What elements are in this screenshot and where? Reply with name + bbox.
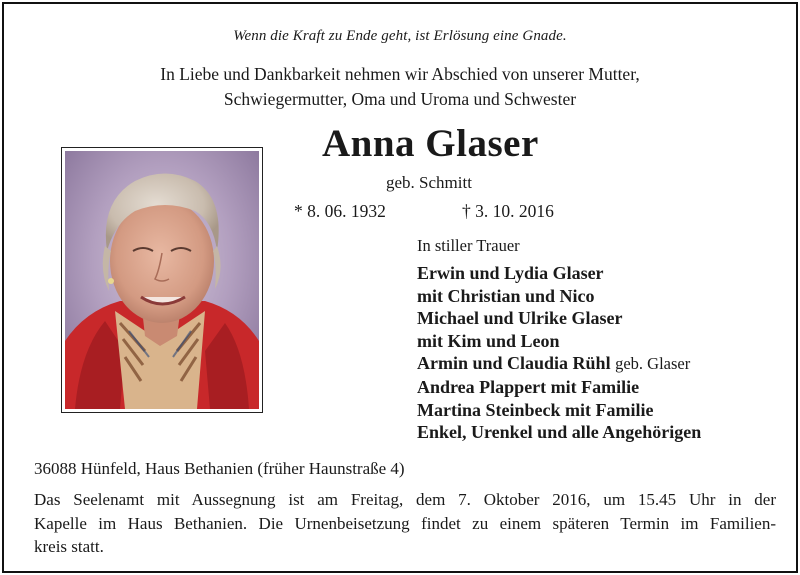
portrait-photo	[65, 151, 259, 409]
mourning-intro: In stiller Trauer	[417, 236, 520, 255]
address: 36088 Hünfeld, Haus Bethanien (früher Haunstraße 4)	[34, 459, 405, 478]
intro-line: Schwiegermutter, Oma und Uroma und Schwester	[223, 89, 577, 109]
mourner-line	[417, 307, 701, 330]
mourner-line	[417, 262, 701, 285]
deceased-name: Anna Glaser	[322, 122, 539, 165]
birth-date: * 8. 06. 1932	[294, 201, 386, 221]
mourner-name: Enkel, Urenkel und alle Angehörigen	[417, 422, 702, 443]
maiden-name: geb. Schmitt	[386, 173, 472, 192]
motto: Wenn die Kraft zu Ende geht, ist Erlösung eine Gnade.	[233, 28, 567, 44]
mourner-line	[417, 421, 701, 444]
mourner-line	[417, 376, 701, 399]
mourner-name: mit Kim und Leon	[417, 330, 560, 351]
mourner-line	[417, 285, 701, 308]
service-notice	[34, 488, 776, 559]
notice-line: kreis statt.	[34, 537, 104, 556]
intro-text	[4, 62, 796, 112]
mourner-name: Erwin und Lydia Glaser	[417, 263, 604, 283]
mourner-line	[417, 330, 701, 353]
mourner-name: Martina Steinbeck mit Familie	[417, 399, 654, 420]
notice-line: Das Seelenamt mit Aussegnung ist am Freitag, dem 7. Oktober 2016, um 15.45 Uhr in der	[34, 490, 776, 509]
mourner-name: Michael und Ulrike Glaser	[417, 308, 623, 329]
mourners-list	[417, 262, 701, 444]
death-date: † 3. 10. 2016	[462, 201, 554, 221]
mourner-suffix: geb. Glaser	[615, 354, 691, 374]
mourner-name: Armin und Claudia Rühl	[417, 353, 611, 374]
mourner-name: Andrea Plappert mit Familie	[417, 376, 640, 397]
mourner-name: mit Christian und Nico	[417, 285, 595, 306]
portrait-frame	[61, 147, 263, 413]
notice-line: Kapelle im Haus Bethanien. Die Urnenbeisetzung findet zu einem späteren Termin im Familien-	[34, 513, 776, 533]
obituary-frame	[2, 2, 798, 573]
intro-line: In Liebe und Dankbarkeit nehmen wir Abschied von unserer Mutter,	[160, 64, 640, 84]
mourner-line	[417, 352, 701, 376]
mourner-line	[417, 399, 701, 422]
